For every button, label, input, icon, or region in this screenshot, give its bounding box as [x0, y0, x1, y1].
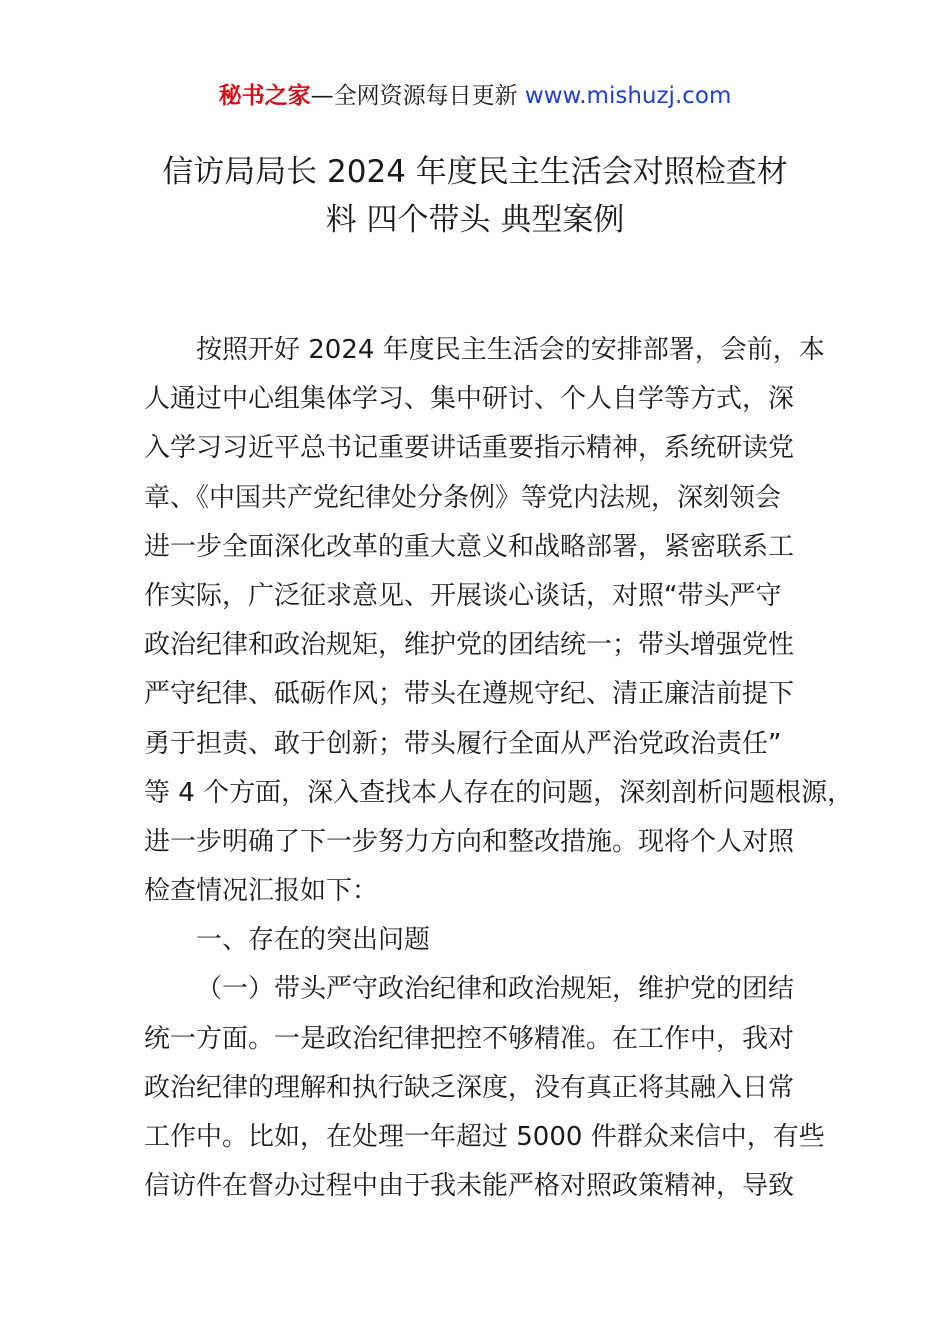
brand-name: 秘书之家 [218, 83, 311, 109]
paragraph-line: 进一步明确了下一步努力方向和整改措施。现将个人对照 [144, 826, 795, 857]
paragraph-line: 进一步全面深化改革的重大意义和战略部署，紧密联系工 [144, 531, 795, 562]
paragraph-line: 统一方面。一是政治纪律把控不够精准。在工作中，我对 [144, 1023, 795, 1054]
paragraph-line: 作实际，广泛征求意见、开展谈心谈话，对照“带头严守 [144, 580, 782, 611]
paragraph-line: 章、《中国共产党纪律处分条例》等党内法规，深刻领会 [144, 482, 782, 513]
paragraph-line: 信访件在督办过程中由于我未能严格对照政策精神，导致 [144, 1171, 795, 1202]
paragraph-line: 检查情况汇报如下： [144, 876, 379, 907]
paragraph-line: （一）带头严守政治纪律和政治规矩，维护党的团结 [196, 974, 795, 1005]
paragraph-line: 勇于担责、敢于创新；带头履行全面从严治党政治责任” [144, 728, 782, 759]
paragraph-line: 政治纪律和政治规矩，维护党的团结统一；带头增强党性 [144, 630, 795, 661]
site-header [0, 80, 950, 112]
document-title [130, 148, 820, 244]
section-heading: 一、存在的突出问题 [196, 925, 431, 956]
document-body [144, 326, 854, 1211]
paragraph-line: 入学习习近平总书记重要讲话重要指示精神，系统研读党 [144, 433, 795, 464]
paragraph-line: 政治纪律的理解和执行缺乏深度，没有真正将其融入日常 [144, 1072, 795, 1103]
site-url-link[interactable]: www.mishuzj.com [524, 83, 732, 109]
paragraph-line: 按照开好 2024 年度民主生活会的安排部署，会前，本 [196, 335, 825, 365]
title-line: 料 四个带头 典型案例 [325, 202, 625, 238]
paragraph-line: 工作中。比如，在处理一年超过 5000 件群众来信中，有些 [144, 1122, 825, 1152]
title-line: 信访局局长 2024 年度民主生活会对照检查材 [162, 154, 788, 190]
header-slogan: —全网资源每日更新 [310, 83, 525, 109]
paragraph-line: 严守纪律、砥砺作风；带头在遵规守纪、清正廉洁前提下 [144, 679, 795, 710]
paragraph-line: 人通过中心组集体学习、集中研讨、个人自学等方式，深 [144, 384, 795, 415]
paragraph-line: 等 4 个方面，深入查找本人存在的问题，深刻剖析问题根源， [144, 777, 854, 808]
